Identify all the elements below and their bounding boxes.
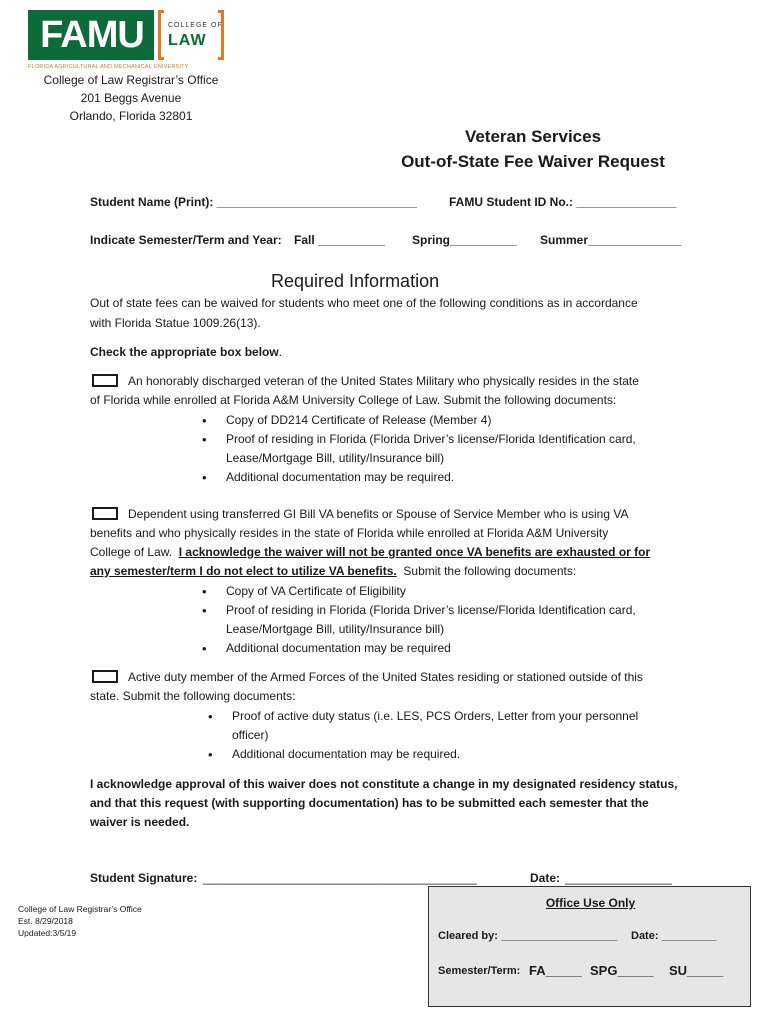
logo-bracket-left: [158, 10, 164, 60]
option1-doc-item: • Additional documentation may be required.: [202, 468, 682, 487]
option2-line-4: any semester/term I do not elect to utilize VA benefits. Submit the following documents:: [90, 564, 577, 578]
student-name-field[interactable]: Student Name (Print): ______________________________: [90, 195, 417, 209]
student-id-field[interactable]: FAMU Student ID No.: _______________: [449, 195, 677, 209]
option2-doc-item: • Proof of residing in Florida (Florida Driver’s license/Florida Identification card, Lease/Mortgage Bill, utility/Insurance bill): [202, 601, 682, 639]
address-city: Orlando, Florida 32801: [69, 109, 193, 123]
intro-line-2: with Florida Statue 1009.26(13).: [90, 316, 261, 330]
logo-bracket-right: [218, 10, 224, 60]
form-title: Veteran Services: [464, 127, 602, 146]
student-signature-label: Student Signature:: [90, 871, 198, 885]
summer-field[interactable]: Summer______________: [540, 233, 682, 247]
option2-doc-item: • Additional documentation may be required: [202, 639, 682, 658]
option2-line-3: College of Law. I acknowledge the waiver will not be granted once VA benefits are exhausted or for: [90, 545, 651, 559]
active-duty-checkbox[interactable]: [92, 670, 118, 683]
veteran-checkbox[interactable]: [92, 374, 118, 387]
semester-term-label: Semester/Term:: [438, 965, 521, 977]
address-street: 201 Beggs Avenue: [80, 91, 182, 105]
office-date-field[interactable]: Date: _________: [631, 930, 717, 942]
logo-university-name: FLORIDA AGRICULTURAL AND MECHANICAL UNIVERSITY: [28, 64, 189, 70]
address-office: College of Law Registrar’s Office: [43, 73, 219, 87]
logo-famu-text: FAMU: [40, 14, 144, 56]
check-instruction-text: Check the appropriate box below: [90, 345, 279, 359]
student-signature-field[interactable]: _________________________________________: [203, 871, 477, 885]
option3-doc-item: • Additional documentation may be required.: [208, 745, 688, 764]
option1-line-2: of Florida while enrolled at Florida A&M University College of Law. Submit the following documents:: [90, 393, 617, 407]
waiver-acknowledgement-underlined-2: any semester/term I do not elect to utilize VA benefits.: [90, 564, 397, 578]
logo-famu-block: [28, 10, 154, 60]
check-instruction: Check the appropriate box below.: [90, 345, 283, 359]
waiver-acknowledgement-underlined: I acknowledge the waiver will not be granted once VA benefits are exhausted or for: [178, 545, 651, 559]
option1-doc-item: • Proof of residing in Florida (Florida Driver’s license/Florida Identification card, Lease/Mortgage Bill, utility/Insurance bill): [202, 430, 682, 468]
option3-line-1: Active duty member of the Armed Forces of the United States residing or stationed outside of this: [128, 670, 643, 684]
footer-updated-date: Updated:3/5/19: [18, 928, 77, 938]
fall-field[interactable]: Fall __________: [294, 233, 385, 247]
su-field[interactable]: SU_____: [669, 963, 724, 978]
acknowledgement-line-3: waiver is needed.: [90, 815, 190, 829]
intro-line-1: Out of state fees can be waived for students who meet one of the following conditions as in accordance: [90, 296, 638, 310]
fa-field[interactable]: FA_____: [529, 963, 582, 978]
option2-doc-item: • Copy of VA Certificate of Eligibility: [202, 582, 682, 601]
dependent-checkbox[interactable]: [92, 507, 118, 520]
option2-line-2: benefits and who physically resides in the state of Florida while enrolled at Florida A&M University: [90, 526, 609, 540]
spring-field[interactable]: Spring__________: [412, 233, 517, 247]
logo-law-text: LAW: [168, 32, 207, 49]
semester-label: Indicate Semester/Term and Year:: [90, 233, 282, 247]
option1-line-1: An honorably discharged veteran of the United States Military who physically resides in the state: [128, 374, 639, 388]
spg-field[interactable]: SPG_____: [590, 963, 654, 978]
cleared-by-field[interactable]: Cleared by: ___________________: [438, 930, 618, 942]
acknowledgement-line-1: I acknowledge approval of this waiver does not constitute a change in my designated residency status,: [90, 777, 678, 791]
option1-documents: [202, 411, 682, 487]
office-use-heading: Office Use Only: [545, 896, 636, 910]
logo-college-text: COLLEGE OF: [168, 22, 223, 29]
option3-documents: [208, 707, 688, 764]
required-information-heading: Required Information: [271, 271, 440, 291]
footer-office-note: College of Law Registrar’s Office: [18, 904, 142, 914]
acknowledgement-line-2: and that this request (with supporting documentation) has to be submitted each semester that the: [90, 796, 649, 810]
option1-doc-item: • Copy of DD214 Certificate of Release (Member 4): [202, 411, 682, 430]
option3-line-2: state. Submit the following documents:: [90, 689, 296, 703]
signature-date-field[interactable]: ________________: [565, 871, 672, 885]
option2-line-1: Dependent using transferred GI Bill VA benefits or Spouse of Service Member who is using VA: [128, 507, 629, 521]
famu-law-logo: [28, 10, 233, 74]
form-subtitle: Out-of-State Fee Waiver Request: [401, 152, 665, 171]
footer-established-date: Est. 8/29/2018: [18, 916, 73, 926]
office-use-box: [428, 886, 751, 1007]
option3-doc-item: • Proof of active duty status (i.e. LES, PCS Orders, Letter from your personnel officer): [208, 707, 688, 745]
option2-documents: [202, 582, 682, 658]
signature-date-label: Date:: [530, 871, 561, 885]
